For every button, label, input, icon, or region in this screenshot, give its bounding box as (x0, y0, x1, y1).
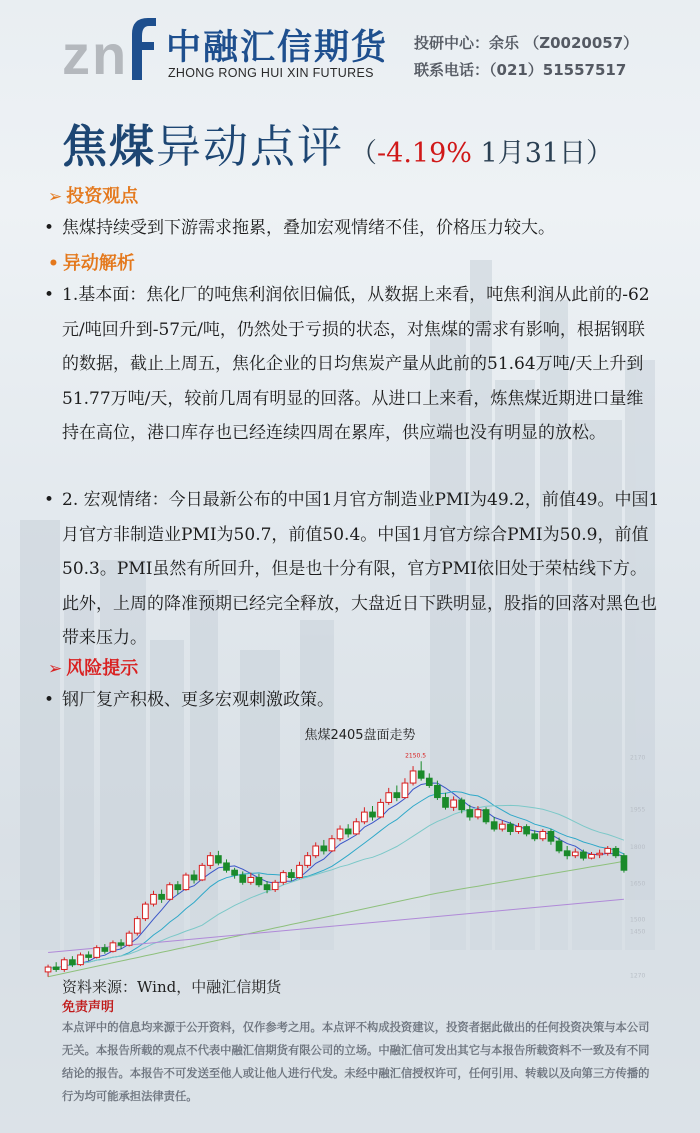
arrow-right-icon: ➢ (48, 659, 63, 679)
bullet-dot-icon: • (44, 490, 55, 510)
candle-body (443, 798, 449, 808)
candle-body (248, 877, 254, 882)
phone-contact: 联系电话：（021）51557517 (414, 61, 627, 79)
candle-body (524, 827, 530, 834)
candle-body (280, 873, 286, 883)
candle-body (329, 839, 335, 851)
candle-body (394, 793, 400, 798)
candle-body (353, 822, 359, 834)
candle-body (589, 854, 595, 858)
candle-body (435, 785, 441, 797)
y-tick-label: 2170 (630, 754, 646, 762)
candle-body (272, 882, 278, 889)
candle-body (491, 822, 497, 829)
candle-body (305, 856, 311, 866)
candle-body (61, 960, 67, 970)
y-tick-label: 1500 (630, 916, 646, 924)
candle-body (564, 851, 570, 856)
candle-body (475, 810, 481, 817)
candlestick-chart (40, 734, 652, 996)
price-chart (40, 718, 652, 996)
section-heading-analysis: • 异动解析 (48, 253, 135, 274)
view-text: 焦煤持续受到下游需求拖累，叠加宏观情绪不佳，价格压力较大。 (62, 218, 555, 238)
svg-text:z: z (62, 23, 90, 84)
risk-text: 钢厂复产积极、更多宏观刺激政策。 (62, 690, 334, 710)
candle-body (167, 885, 173, 900)
candle-body (216, 856, 222, 863)
analysis-text-1: 1.基本面：焦化厂的吨焦利润依旧偏低，从数据上来看，吨焦利润从此前的-62元/吨回升到-57元/吨，仍然处于亏损的状态，对焦煤的需求有影响，根据钢联的数据，截止上周五，焦化企业的日均焦炭产量从此前的51.64万吨/天上升到51.77万吨/天，较前几周有明显的回落。从进口上来看，炼焦煤近期进口量维持在高位，港口库存也已经连续四周在累库，供应端也没有明显的放松。 (62, 285, 650, 443)
analysis-bullet-2 (44, 483, 660, 656)
candle-body (232, 870, 238, 875)
candle-body (621, 856, 627, 871)
candle-body (362, 812, 368, 822)
candle-body (183, 875, 189, 890)
candle-body (175, 885, 181, 890)
y-tick-label: 1450 (630, 928, 646, 936)
company-logo-icon (62, 12, 158, 84)
candle-body (451, 800, 457, 807)
bullet-dot-icon: • (48, 254, 59, 274)
candle-body (572, 852, 578, 856)
candle-body (402, 783, 408, 798)
candle-body (264, 885, 270, 890)
candle-body (151, 894, 157, 904)
candle-body (256, 877, 262, 884)
y-tick-label: 1650 (630, 880, 646, 888)
candle-body (321, 846, 327, 851)
svg-text:n: n (92, 23, 127, 84)
candle-body (459, 800, 465, 810)
title-product: 焦煤 (62, 120, 157, 173)
candle-body (134, 919, 140, 934)
arrow-right-icon: ➢ (48, 187, 63, 207)
candle-body (199, 865, 205, 880)
view-bullet (44, 211, 660, 246)
y-tick-label: 1955 (630, 806, 646, 814)
section-heading-view: ➢ 投资观点 (48, 186, 139, 207)
candle-body (94, 948, 100, 958)
candle-body (410, 771, 416, 783)
bullet-dot-icon: • (44, 690, 55, 710)
candle-body (418, 771, 424, 778)
candle-body (207, 856, 213, 866)
title-event: 异动点评 (156, 120, 345, 173)
candle-body (159, 894, 165, 899)
candle-body (240, 875, 246, 882)
candle-body (508, 824, 514, 831)
candle-body (581, 852, 587, 858)
ma-line-ma20 (48, 805, 624, 968)
disclaimer-heading: 免责声明 (62, 1000, 115, 1015)
candle-body (313, 846, 319, 856)
candle-body (102, 948, 108, 952)
candle-body (556, 841, 562, 851)
candle-body (86, 955, 92, 957)
candle-body (126, 933, 132, 945)
analyst-contact: 投研中心：余乐 （Z0020057） (414, 34, 639, 52)
candle-body (78, 955, 84, 965)
candle-body (297, 865, 303, 877)
section-heading-risk: ➢ 风险提示 (48, 658, 139, 679)
candle-body (70, 960, 76, 965)
candle-body (532, 834, 538, 839)
candle-body (110, 943, 116, 951)
candle-body (345, 829, 351, 834)
candle-body (45, 967, 51, 972)
title-paren-open: （ (350, 138, 378, 169)
candle-body (516, 827, 522, 832)
chart-title: 焦煤2405盘面走势 (304, 728, 416, 743)
candle-body (467, 810, 473, 817)
bullet-dot-icon: • (44, 218, 55, 238)
y-tick-label: 1800 (630, 844, 646, 851)
candle-body (191, 875, 197, 880)
analysis-text-2: 2. 宏观情绪：今日最新公布的中国1月官方制造业PMI为49.2，前值49。中国1月官方非制造业PMI为50.7，前值50.4。中国1月官方综合PMI为50.9，前值 50.3。PMI虽然有所回升，但是也十分有限，官方PMI依旧处于荣枯线下方。此外，上周的降准预期已经完全释放，大盘近日下跌明显，股指的回落对黑色也带来压力。 (62, 490, 660, 648)
candle-body (426, 778, 432, 785)
candle-body (289, 873, 295, 878)
candle-body (337, 829, 343, 839)
candle-body (386, 793, 392, 803)
ma-line-ma10 (48, 792, 624, 969)
candle-body (224, 863, 230, 870)
high-price-label: 2150.5 (405, 752, 427, 760)
candle-body (613, 848, 619, 855)
company-name-en: ZHONG RONG HUI XIN FUTURES (168, 66, 374, 80)
candle-body (370, 812, 376, 817)
candle-body (605, 848, 611, 853)
company-name-cn: 中融汇信期货 (166, 28, 389, 68)
title-change: -4.19% (377, 138, 472, 169)
candle-body (378, 802, 384, 817)
candle-body (548, 831, 554, 841)
candle-body (540, 831, 546, 838)
y-tick-label: 1270 (630, 972, 646, 980)
candle-body (118, 943, 124, 945)
data-source: 资料来源：Wind，中融汇信期货 (62, 978, 282, 996)
candle-body (483, 810, 489, 822)
bullet-dot-icon: • (44, 285, 55, 305)
analysis-bullet-1 (44, 278, 660, 451)
candle-body (143, 904, 149, 919)
candle-body (499, 824, 505, 829)
candle-body (597, 853, 603, 855)
title-date: 1月31日） (471, 138, 614, 169)
disclaimer-text: 本点评中的信息均来源于公开资料，仅作参考之用。本点评不构成投资建议，投资者据此做出的任何投资决策与本公司无关。本报告所载的观点不代表中融汇信期货有限公司的立场。中融汇信可发出其它与本报告所载资料不一致及有不同结论的报告。本报告不可发送至他人或让他人进行代发。未经中融汇信授权许可，任何引用、转载以及向第三方传播的行为均可能承担法律责任。 (62, 1021, 650, 1103)
risk-bullet (44, 683, 660, 718)
page-title (62, 110, 613, 175)
candle-body (53, 967, 59, 969)
